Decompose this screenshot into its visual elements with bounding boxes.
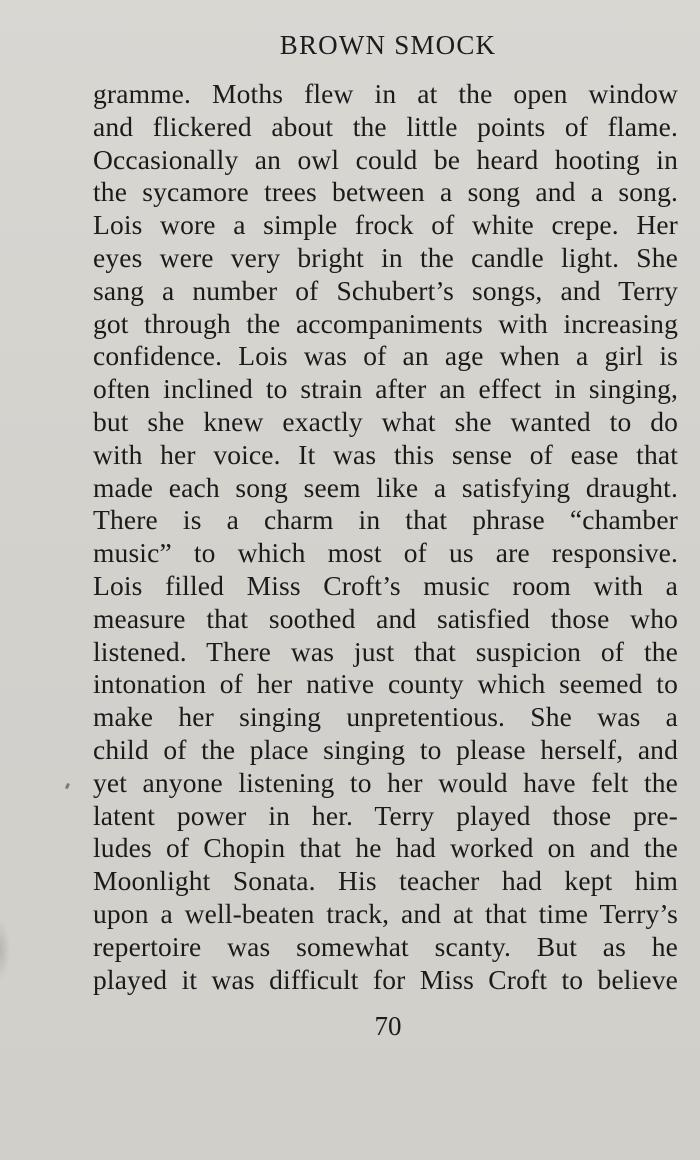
body-text <box>93 78 678 996</box>
text-line: measure that soothed and satisfied those who <box>93 602 678 634</box>
text-line: ludes of Chopin that he had worked on and the <box>93 832 678 864</box>
text-line: Lois filled Miss Croft’s music room with a <box>93 569 678 601</box>
text-line: music” to which most of us are responsive. <box>93 537 678 569</box>
text-line: eyes were very bright in the candle light. She <box>93 241 678 273</box>
text-line: intonation of her native county which seemed to <box>93 668 678 700</box>
text-line: Occasionally an owl could be heard hooting in <box>93 143 678 175</box>
text-line: and flickered about the little points of flame. <box>93 110 678 142</box>
text-line: confidence. Lois was of an age when a girl is <box>93 340 678 372</box>
text-line: upon a well-beaten track, and at that time Terry’s <box>93 897 678 929</box>
text-line: yet anyone listening to her would have felt the <box>93 766 678 798</box>
ink-speck <box>65 783 70 790</box>
page-number: 70 <box>374 1011 402 1041</box>
text-line: make her singing unpretentious. She was a <box>93 701 678 733</box>
text-line: often inclined to strain after an effect in singing, <box>93 373 678 405</box>
text-line: the sycamore trees between a song and a song. <box>93 176 678 208</box>
text-line: sang a number of Schubert’s songs, and Terry <box>93 274 678 306</box>
text-line: repertoire was somewhat scanty. But as he <box>93 930 678 962</box>
running-head: BROWN SMOCK <box>279 30 497 60</box>
text-line: played it was difficult for Miss Croft to believe <box>93 963 678 995</box>
text-line: Lois wore a simple frock of white crepe. Her <box>93 209 678 241</box>
text-line: but she knew exactly what she wanted to do <box>93 405 678 437</box>
text-line: got through the accompaniments with increasing <box>93 307 678 339</box>
text-line: listened. There was just that suspicion of the <box>93 635 678 667</box>
text-line: There is a charm in that phrase “chamber <box>93 504 678 536</box>
text-line: made each song seem like a satisfying draught. <box>93 471 678 503</box>
text-line: child of the place singing to please herself, and <box>93 733 678 765</box>
text-line: latent power in her. Terry played those pre- <box>93 799 678 831</box>
text-line: Moonlight Sonata. His teacher had kept him <box>93 865 678 897</box>
text-line: gramme. Moths flew in at the open window <box>93 78 678 109</box>
text-line: with her voice. It was this sense of ease that <box>93 438 678 470</box>
edge-stain <box>0 920 10 980</box>
